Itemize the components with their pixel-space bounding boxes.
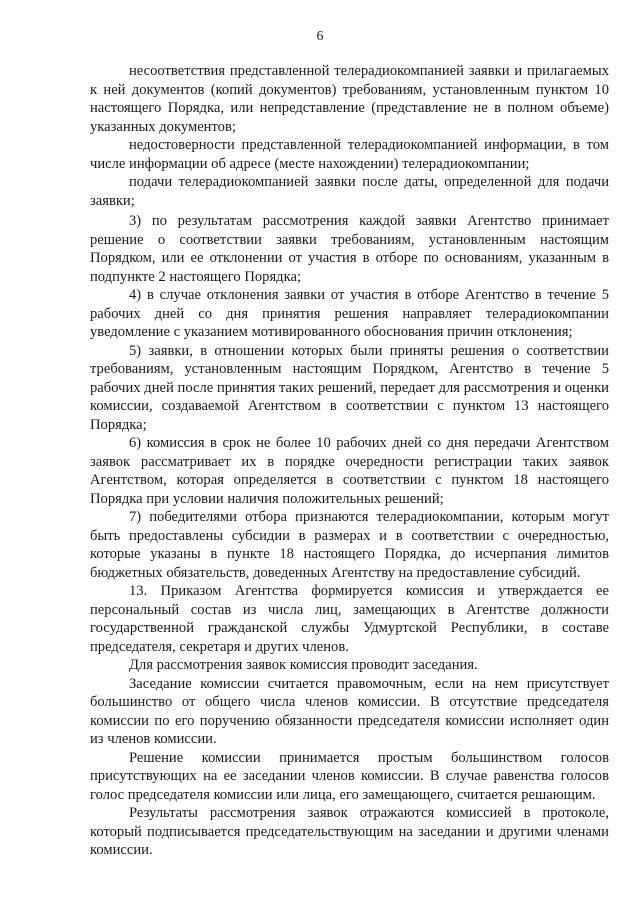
paragraph-late-submission: подачи телерадиокомпанией заявки после даты, определенной для подачи заявки;: [90, 174, 609, 209]
paragraph-protocol: Результаты рассмотрения заявок отражаются комиссией в протоколе, который подписывается председательствующим на заседании и другими членами комиссии.: [90, 805, 609, 858]
paragraph-item-7: 7) победителями отбора признаются телерадиокомпании, которым могут быть предоставлены субсидии в размерах и в соответствии с очередностью, которые указаны в пункте 18 настоящего Порядка, до исчерпания лимитов бюджетных обязательств, доведенных Агентству на предоставление субсидий.: [90, 509, 609, 581]
paragraph-item-5: 5) заявки, в отношении которых были приняты решения о соответствии требованиям, установленным настоящим Порядком, Агентство в течение 5 рабочих дней после принятия таких решений, передает для рассмотрения и оценки комиссии, создаваемой Агентством в соответствии с пунктом 13 настоящего Порядка;: [90, 342, 609, 433]
paragraph-meetings: Для рассмотрения заявок комиссия проводит заседания.: [129, 657, 478, 673]
paragraph-item-4: 4) в случае отклонения заявки от участия в отборе Агентство в течение 5 рабочих дней со дня принятия решения направляет телерадиокомпании уведомление с указанием мотивированного обоснования причин отклонения;: [90, 287, 609, 340]
paragraph-item-3: 3) по результатам рассмотрения каждой заявки Агентство принимает решение о соответствии заявки требованиям, установленным настоящим Порядком, или ее отклонении от участия в отборе по основаниям, указанным в подпункте 2 настоящего Порядка;: [90, 213, 609, 285]
paragraph-section-13: 13. Приказом Агентства формируется комиссия и утверждается ее персональный состав из числа лиц, замещающих в Агентстве должности государственной гражданской службы Удмуртской Республики, в составе председателя, секретаря и других членов.: [90, 583, 609, 655]
paragraph-item-6: 6) комиссия в срок не более 10 рабочих дней со дня передачи Агентством заявок рассматривает их в порядке очередности регистрации таких заявок Агентством, которая определяется в соответствии с пунктом 18 настоящего Порядка при условии наличия положительных решений;: [90, 435, 609, 507]
page-number: 6: [316, 29, 324, 44]
document-body: [90, 62, 609, 860]
paragraph-decision: Решение комиссии принимается простым большинством голосов присутствующих на ее заседании членов комиссии. В случае равенства голосов голос председателя комиссии или лица, его замещающего, считается решающим.: [90, 749, 609, 803]
paragraph-unreliable-info: недостоверности представленной телерадиокомпанией информации, в том числе информации об адресе (месте нахождении) телерадиокомпании;: [90, 137, 609, 172]
paragraph-quorum: Заседание комиссии считается правомочным, если на нем присутствует большинство от общего числа членов комиссии. В отсутствие председателя комиссии по его поручению обязанности председателя комиссии исполняет один из членов комиссии.: [90, 675, 609, 747]
paragraph-noncompliance: несоответствия представленной телерадиокомпанией заявки и прилагаемых к ней документов (копий документов) требованиям, установленным пунктом 10 настоящего Порядка, или непредставление (представление не в полном объеме) указанных документов;: [90, 63, 609, 135]
